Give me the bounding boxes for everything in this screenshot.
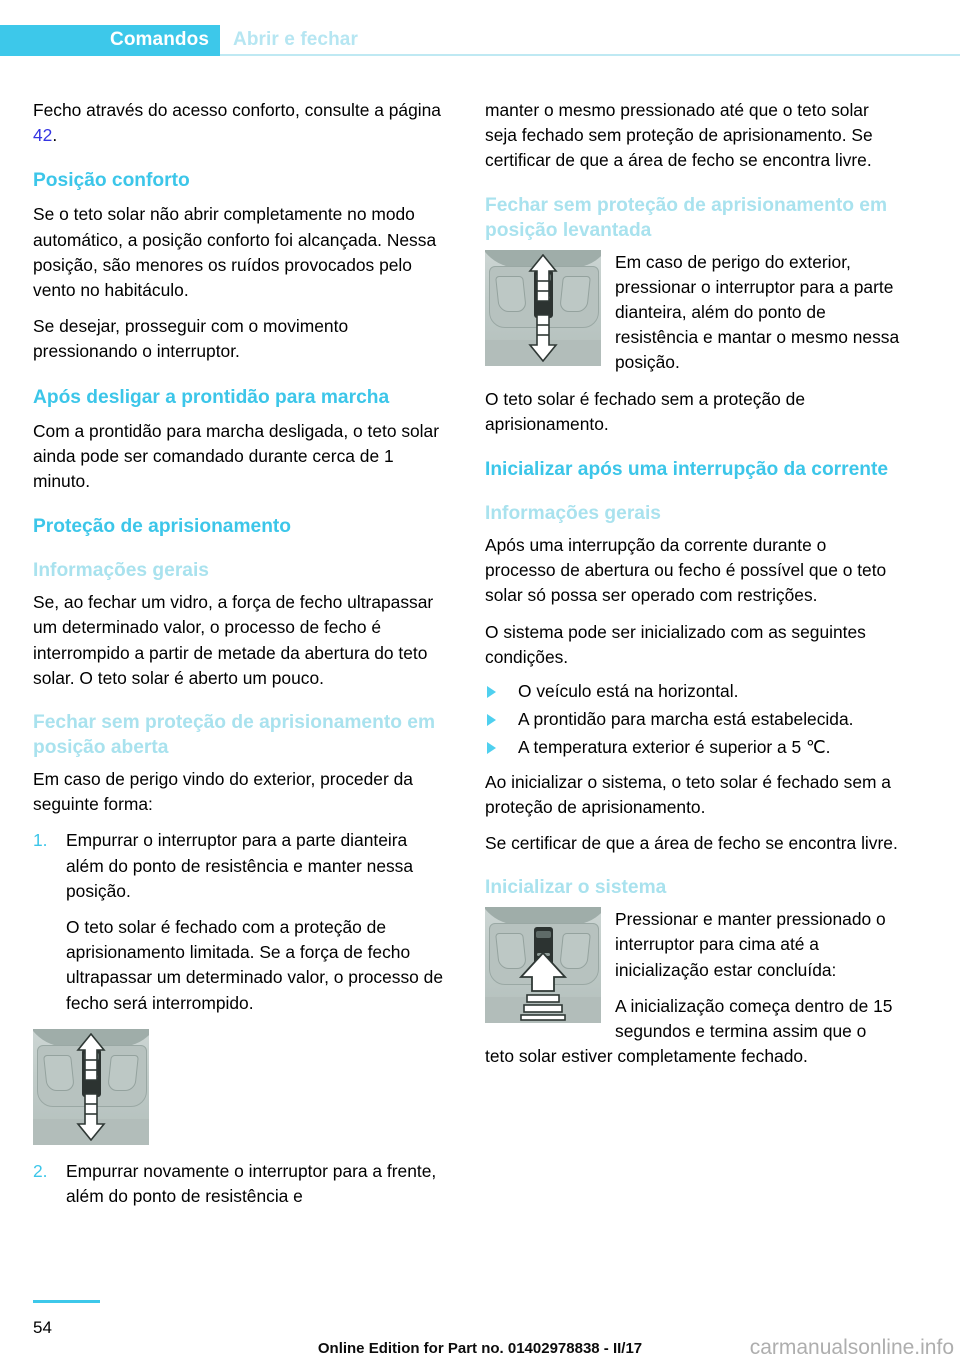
site-watermark: carmanualsonline.info [749, 1336, 954, 1359]
intro-text-before: Fecho através do acesso conforto, consulte a página [33, 100, 441, 120]
conditions-list [485, 679, 900, 761]
step-result-text: O teto solar é fechado com a proteção de aprisionamento limitada. Se a força de fecho ultrapassar um determinado valor, o processo de fecho será interrompido. [66, 917, 443, 1013]
paragraph-informacoes-gerais-left: Se, ao fechar um vidro, a força de fecho ultrapassar um determinado valor, o processo de fecho é interrompido a partir de metade da abertura do teto solar. O teto solar é aberto um pouco. [33, 592, 434, 688]
illustration-roof-console-up-down [33, 1029, 149, 1145]
illustration-lamp-right [559, 276, 591, 312]
paragraph-fechado-sem-protecao: O teto solar é fechado sem a proteção de aprisionamento. [485, 388, 805, 434]
heading-inicializar-interrupcao: Inicializar após uma interrupção da corrente [485, 459, 889, 481]
paragraph-ao-inicializar: Ao inicializar o sistema, o teto solar é fechado sem a proteção de aprisionamento. [485, 771, 891, 817]
paragraph-apos-interrupcao: Após uma interrupção da corrente durante o processo de abertura ou fecho é possível que o teto solar só possa ser operado com restrições. [485, 535, 887, 606]
heading-apos-desligar: Após desligar a prontidão para marcha [33, 386, 390, 408]
page-number: 54 [33, 1318, 52, 1337]
illustration-lamp-left [495, 276, 527, 312]
heading-posicao-conforto: Posição conforto [33, 170, 190, 192]
illustration-roof-console-up-down-2 [485, 250, 601, 366]
page-footer [0, 1296, 960, 1362]
arrow-down-icon [76, 1093, 106, 1141]
list-item [485, 679, 900, 704]
arrow-up-icon [528, 254, 558, 302]
illustration-lamp-right [107, 1055, 139, 1091]
paragraph-posicao-conforto-2: Se desejar, prosseguir com o movimento pressionando o interruptor. [33, 316, 349, 362]
breadcrumb-active-label: Comandos [110, 29, 209, 50]
triangle-bullet-icon [487, 714, 496, 726]
step-number: 2. [33, 1160, 48, 1181]
subheading-fechar-posicao-levantada: Fechar sem proteção de aprisionamento em posição levantada [485, 194, 888, 241]
condition-text: A temperatura exterior é superior a 5 ℃. [518, 737, 831, 758]
subheading-informacoes-gerais-right: Informações gerais [485, 503, 661, 525]
arrow-up-icon [76, 1033, 106, 1081]
condition-text: A prontidão para marcha está estabelecida. [518, 709, 854, 730]
procedure-list-continued [33, 1159, 448, 1209]
step-text: Empurrar o interruptor para a parte dianteira além do ponto de resistência e manter nessa posição. [66, 830, 414, 901]
step-number: 1. [33, 830, 48, 851]
intro-paragraph [33, 98, 448, 148]
page-header [0, 0, 960, 62]
paragraph-fechar-posicao-aberta: Em caso de perigo vindo do exterior, proceder da seguinte forma: [33, 769, 413, 815]
arrow-down-icon [528, 314, 558, 362]
paragraph-se-certificar: Se certificar de que a área de fecho se encontra livre. [485, 833, 898, 854]
header-divider [220, 54, 960, 56]
breadcrumb-section-label: Abrir e fechar [233, 29, 358, 50]
list-item [33, 1159, 448, 1209]
intro-text-after: . [52, 125, 58, 146]
subheading-inicializar-sistema: Inicializar o sistema [485, 877, 667, 899]
left-column [33, 98, 448, 1219]
paragraph-fechar-posicao-levantada: Em caso de perigo do exterior, pressionar o interruptor para a parte dianteira, além do ponto de resistência e mantar o mesmo nessa posição. [615, 251, 900, 373]
paragraph-posicao-conforto-1: Se o teto solar não abrir completamente no modo automático, a posição conforto foi alcançada. Nessa posição, são menores os ruídos provocados pelo vento no habitáculo. [33, 204, 437, 301]
list-item [485, 735, 900, 760]
illustration-roof-console-press-up [485, 907, 601, 1023]
paragraph-continuation: manter o mesmo pressionado até que o teto solar seja fechado sem proteção de aprisionamento. Se certificar de que a área de fecho se encontra livre. [485, 100, 873, 171]
paragraph-sistema-pode-inicializar: O sistema pode ser inicializado com as seguintes condições. [485, 621, 866, 667]
triangle-bullet-icon [487, 686, 496, 698]
paragraph-apos-desligar: Com a prontidão para marcha desligada, o teto solar ainda pode ser comandado durante cerca de 1 minuto. [33, 420, 440, 492]
step-text: Empurrar novamente o interruptor para a frente, além do ponto de resistência e [66, 1160, 437, 1207]
list-item [33, 828, 448, 1015]
footer-accent-rule [33, 1300, 100, 1303]
procedure-list [33, 828, 448, 1015]
illustration-switch-top [536, 931, 551, 938]
triangle-bullet-icon [487, 742, 496, 754]
page-reference-link[interactable]: 42 [33, 125, 53, 146]
paragraph-inicializacao-comeca: A inicialização começa dentro de 15 segundos e termina assim que o teto solar estiver completamente fechado. [485, 995, 893, 1067]
subheading-informacoes-gerais-left: Informações gerais [33, 560, 209, 582]
heading-protecao-aprisionamento: Proteção de aprisionamento [33, 516, 292, 538]
list-item [485, 707, 900, 732]
paragraph-pressionar-manter: Pressionar e manter pressionado o interruptor para cima até a inicialização estar concluída: [615, 909, 886, 980]
subheading-fechar-posicao-aberta: Fechar sem proteção de aprisionamento em posição aberta [33, 712, 436, 759]
illustration-lamp-left [43, 1055, 75, 1091]
breadcrumb-active-tab [0, 25, 220, 56]
edition-notice: Online Edition for Part no. 01402978838 - II/17 [317, 1340, 643, 1357]
arrow-press-up-icon [513, 951, 573, 1021]
condition-text: O veículo está na horizontal. [518, 681, 739, 702]
right-column [485, 98, 900, 1080]
